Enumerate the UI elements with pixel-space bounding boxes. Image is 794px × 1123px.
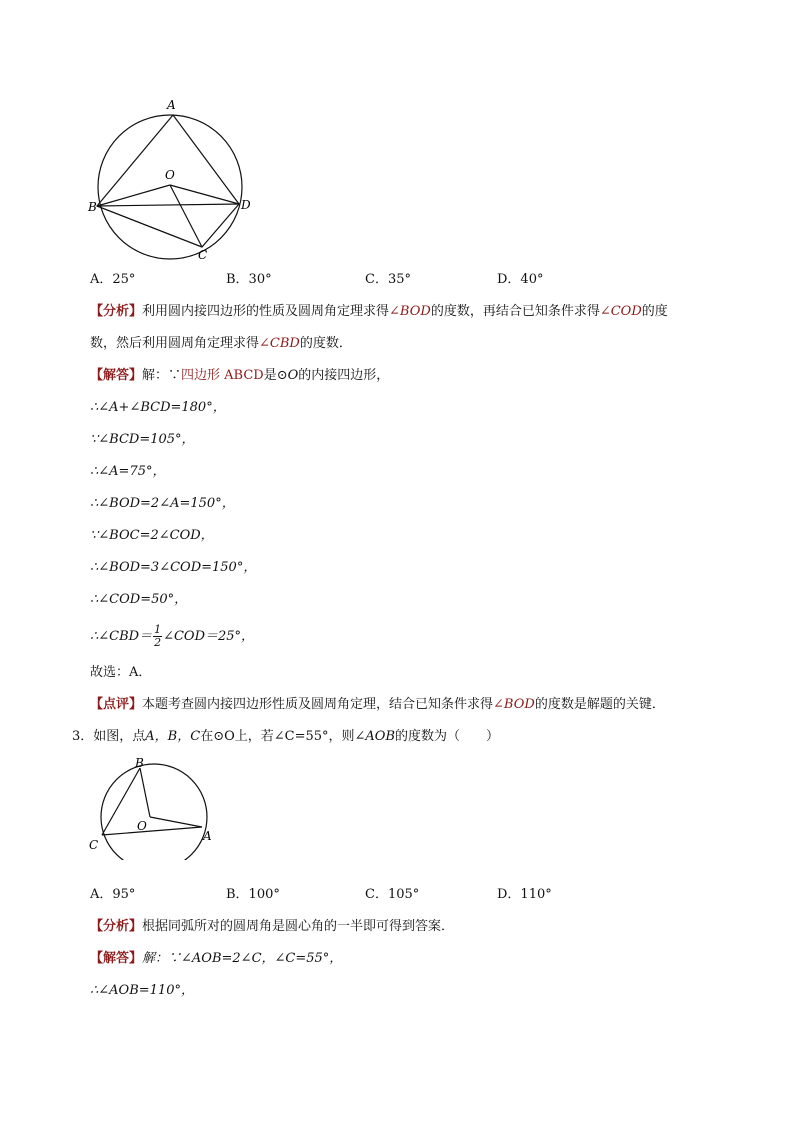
label-a-q3: A [203, 829, 212, 843]
q2-step-2: ∵∠BCD=105°， [90, 432, 195, 447]
circle-o [98, 115, 242, 259]
comment-post: 的度数是解题的关键． [534, 697, 665, 712]
q3-stem-post: 的度数为（ ） [395, 729, 500, 744]
label-b: B [88, 200, 97, 214]
label-b-q3: B [135, 756, 144, 770]
label-a: A [167, 98, 176, 112]
angle-cbd: ∠CBD [259, 336, 300, 351]
q2-step-3: ∴∠A=75°， [90, 464, 166, 479]
angle-cod: ∠COD [599, 304, 642, 319]
q2-step-8 [90, 624, 254, 649]
q3-solution-tag: 【解答】 [90, 951, 143, 966]
comment-tag: 【点评】 [90, 697, 143, 712]
label-o: O [165, 168, 175, 182]
q3-angle: ∠AOB [354, 729, 396, 744]
segment-oa-q3 [150, 817, 202, 827]
quadrilateral-name: 四边形 ABCD [181, 368, 264, 383]
analysis-text-mid: 的度数，再结合已知条件求得 [430, 304, 600, 319]
circle-name: O [287, 368, 299, 383]
segment-cb [102, 768, 140, 835]
q2-solution-intro [90, 367, 389, 385]
figure-cyclic-quadrilateral [80, 95, 270, 265]
q2-option-d[interactable]: D．40° [497, 272, 544, 287]
circle-o-q3 [101, 764, 207, 860]
label-d: D [241, 198, 251, 212]
step8-post: ∠COD＝25°， [163, 629, 255, 644]
figure-central-angle [85, 755, 220, 860]
q3-points: A，B，C [145, 729, 201, 744]
segment-ca [102, 827, 202, 835]
analysis-text: 利用圆内接四边形的性质及圆周角定理求得 [142, 304, 390, 319]
q2-analysis-line2 [90, 335, 352, 353]
segment-ob-q3 [140, 768, 150, 817]
analysis-line2-post: 的度数． [299, 336, 352, 351]
angle-bod: ∠BOD [389, 304, 431, 319]
q2-step-4: ∴∠BOD=2∠A=150°， [90, 496, 235, 511]
label-c-q3: C [89, 838, 99, 852]
q3-analysis [90, 918, 454, 936]
q3-option-b[interactable]: B．100° [226, 887, 280, 902]
solution-intro-pre: 解：∵ [142, 368, 182, 383]
q3-number: 3． [72, 729, 94, 744]
segment-oc [170, 185, 202, 247]
q2-comment [90, 696, 665, 714]
fraction-half [153, 624, 162, 649]
q3-stem-pre: 如图，点 [93, 729, 146, 744]
q2-step-7: ∴∠COD=50°， [90, 592, 188, 607]
q3-solution-text: 解：∵∠AOB=2∠C，∠C=55°， [142, 951, 343, 966]
q3-analysis-text: 根据同弧所对的圆周角是圆心角的一半即可得到答案． [142, 919, 455, 934]
q3-solution-line2: ∴∠AOB=110°， [90, 983, 194, 998]
analysis-tag: 【分析】 [90, 304, 143, 319]
analysis-text-post: 的度 [641, 304, 668, 319]
fraction-numerator: 1 [154, 623, 162, 636]
q3-solution-line1 [90, 950, 342, 968]
solution-intro-mid: 是⊙ [263, 368, 288, 383]
q2-step-1: ∴∠A+∠BCD=180°， [90, 400, 226, 415]
segment-ob [97, 185, 170, 206]
label-c: C [198, 248, 208, 262]
q2-option-c[interactable]: C．35° [365, 272, 411, 287]
q3-option-c[interactable]: C．105° [365, 887, 420, 902]
segment-bd [97, 204, 239, 206]
q3-option-a[interactable]: A．95° [90, 887, 136, 902]
fraction-denominator: 2 [154, 636, 162, 649]
segment-bc [97, 206, 202, 247]
label-o-q3: O [137, 819, 147, 833]
segment-od [170, 185, 239, 204]
comment-pre: 本题考查圆内接四边形性质及圆周角定理，结合已知条件求得 [142, 697, 494, 712]
q3-option-d[interactable]: D．110° [497, 887, 552, 902]
q2-option-b[interactable]: B．30° [226, 272, 272, 287]
q3-stem [72, 728, 499, 746]
solution-intro-post: 的内接四边形， [298, 368, 390, 383]
solution-tag: 【解答】 [90, 368, 143, 383]
q2-step-6: ∴∠BOD=3∠COD=150°， [90, 560, 257, 575]
comment-angle: ∠BOD [493, 697, 535, 712]
q2-step-5: ∵∠BOC=2∠COD， [90, 528, 214, 543]
step8-pre: ∴∠CBD＝ [90, 629, 153, 644]
q3-analysis-tag: 【分析】 [90, 919, 143, 934]
q3-stem-mid: 在⊙O上，若∠C=55°，则 [200, 729, 355, 744]
q2-choice: 故选：A． [90, 665, 152, 680]
q2-analysis-line1 [90, 303, 668, 321]
analysis-line2-pre: 数，然后利用圆周角定理求得 [90, 336, 260, 351]
q2-option-a[interactable]: A．25° [90, 272, 136, 287]
